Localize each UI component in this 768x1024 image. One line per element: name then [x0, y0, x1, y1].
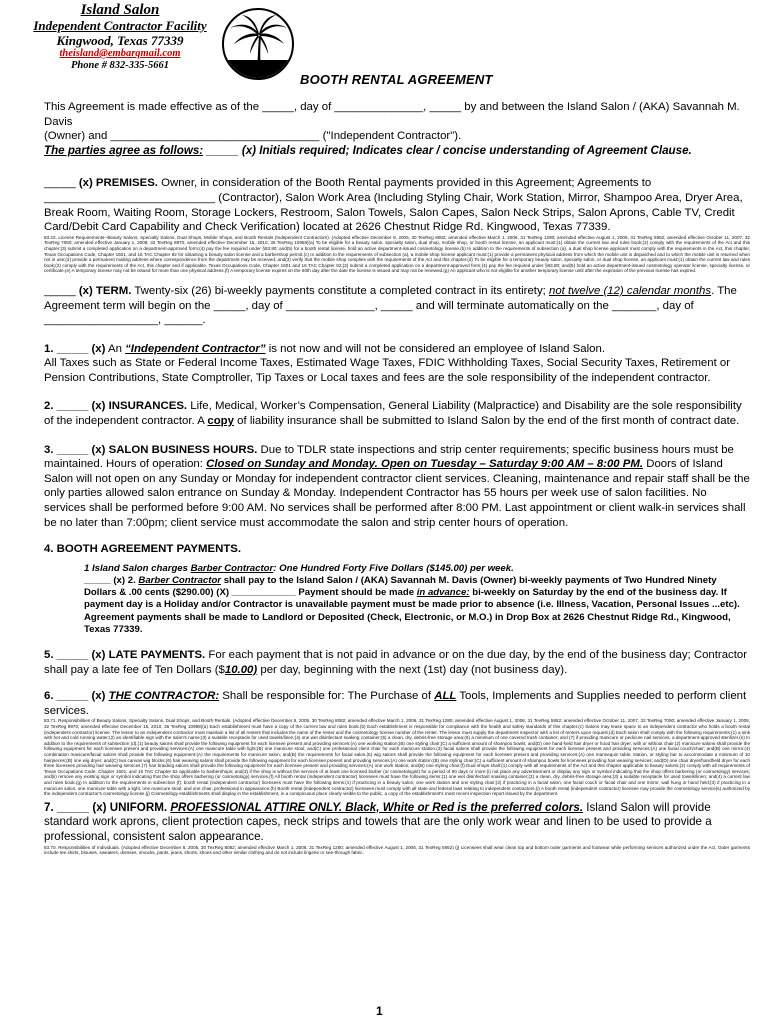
- clause-5-number[interactable]: 5. _____: [44, 649, 92, 662]
- premises-initial-blank[interactable]: _____: [44, 177, 79, 190]
- facility-subtitle: Independent Contractor Facility: [33, 18, 207, 33]
- payment-line-1-b: : One Hundred Forty Five Dollars ($145.00) per week.: [273, 562, 514, 574]
- clause-2-emphasis: copy: [207, 415, 234, 428]
- payment-line-2-underline: Barber Contractor: [138, 575, 222, 587]
- clause-2-text-1: Life, Medical, Worker’s Compensation, General Liability (Malpractice) and Disability are the sole responsibility of the independent contractor. A: [44, 400, 742, 428]
- payment-line-2-b: shall pay to the Island Salon / (AKA) Savannah M. Davis (Owner) bi-weekly payments of Two Hundred Ninety Dollars & .00 cents ($290.00) (X) ____________ Payment should be made: [84, 575, 717, 599]
- agree-initial-blank[interactable]: _____: [203, 143, 242, 157]
- insurances-clause: [44, 399, 750, 428]
- clause-5-text-1: For each payment that is not paid in advance or on the due day, by the end of the business day; Contractor shall pay a late fee of Ten Dollars ($: [44, 649, 748, 676]
- agree-rest: (x) Initials required; Indicates clear / concise understanding of Agreement Clause.: [241, 143, 692, 157]
- clause-7-text: Island Salon will provide standard work aprons, client protection capes, neck strips and towels that are the only work wear and linen to be used to provide a professional, consistent salon appearance.: [44, 800, 712, 843]
- clause-1-taxes: All Taxes such as State or Federal Income Taxes, Estimated Wage Taxes, FDIC Withholding Taxes, Social Security Taxes, Retirement or Pension Contributions, State Comptroller, Tip Taxes or Local taxes and fees are the sole responsibility of the independent contractor.: [44, 357, 731, 384]
- clause-4-heading: 4. BOOTH AGREEMENT PAYMENTS.: [44, 543, 242, 556]
- uniform-clause: [44, 801, 750, 845]
- term-heading: (x) TERM.: [78, 284, 132, 297]
- clause-6-text-2: Tools, Implements and Supplies needed to perform client services.: [44, 690, 747, 717]
- premises-clause: [44, 176, 750, 234]
- payment-line-1-a: 1 Island Salon charges: [84, 562, 191, 574]
- clause-6-text-1: Shall be responsible for: The Purchase of: [219, 690, 435, 703]
- clause-3-heading: (x) SALON BUSINESS HOURS.: [91, 443, 258, 456]
- agree-lead: The parties agree as follows:: [44, 143, 204, 157]
- clause-2-text-2: of liability insurance shall be submitted to Island Salon by the end of the first month of contract date.: [233, 415, 740, 428]
- agreement-title: BOOTH RENTAL AGREEMENT: [300, 72, 493, 87]
- agreement-body: [44, 100, 750, 856]
- clause-1-text-2: is not now and will not be considered an employee of Island Salon.: [265, 342, 605, 355]
- salon-name: Island Salon: [80, 2, 160, 18]
- clause-6-number[interactable]: 6. _____: [44, 690, 92, 703]
- page-number: 1: [376, 1004, 383, 1018]
- clause-5-heading: (x) LATE PAYMENTS.: [91, 649, 206, 662]
- responsible-clause: [44, 689, 750, 718]
- uniform-fine-print: 83.70. Responsibilities of Individuals. (Adopted effective December 8, 2005, 30 TexReg 8082; amended effective March 1, 2006, 31 TexReg 1280; amended effective August 1, 2006, 31 TexReg 5952) (j) Licensees shall wear clean top and bottom outer garments and footwear while performing services authorized under the Act. Outer garments include tee shirts, blouses, sweaters, dresses, smocks, pants, jeans, shorts, shoes and other similar clothing and do not include lingerie or see-through fabric.: [44, 844, 750, 856]
- salon-email-link[interactable]: theisland@embarqmail.com: [59, 48, 181, 59]
- responsible-fine-print: 83.71. Responsibilities of Beauty Salons, Specialty Salons, Dual Shops, and Booth Rentals. (Adopted effective December 8, 2005, 30 TexReg 8082; amended effective March 1, 2006, 31 TexReg 1280; amended effective August 1, 2006, 31 TexReg 5952; amended effective October 11, 2007, 32 TexReg 7050; amended effective January 1, 2008, 32 TexReg 9970; amended effective December 15, 2010, 35 TexReg 10958)(a) Each establishment must have a copy of the current law and rules book.(b) Each establishment is responsible for compliance with the health and safety standards of this chapter.(c) Salons may lease space to an independent contractor who holds a booth rental (independent contractor) license. The lessor to an independent contractor must maintain a list of all renters that includes the name of the renter and the cosmetology license number of the renter. The lessor must supply the department inspector with a list of renters upon request.(d) Each salon shall comply with the following requirements:(1) a sink with hot and cold running water;(2) an identifiable sign with the salon's name;(3) a suitable receptacle for used towels/linen;(4) one wet disinfectant soaking container;(5) a clean, dry, debris-free storage area;(6) a minimum of one covered trash container; and (7) if providing manicure or pedicure nail services, a department-approved sterilizer.(e) In addition to the requirements of subsection (d),(1) beauty salons shall provide the following equipment for each licensee present and providing services:(A) one working station;(B) one styling chair;(C) a sufficient amount of shampoo bowls; and(D) one hand-held hair dryer or hood hair dryer, with or without chair.(2) manicure salons shall provide the following equipment for each licensee present and providing services:(A) one manicure table with light;(B) one manicure stool; and(C) one professional client chair for each manicure station.(3) facial salons shall provide the following equipment for each licensee present and providing services:(A) one facial couch/chair; and(B) one mirror.(4) combination manicure/facial salons shall provide the following equipment:(A) the requirements for manicure salon; and(B) the requirements for facial salon.(5) wig salons shall provide the following equipment for each licensee present and providing services:(A) one mannequin table, station, or styling bar to accommodate a minimum of 10 hairpieces;(B) one wig dryer; and(C) two canvas wig blocks.(6) hair weaving salons shall provide the following equipment for each licensee present and providing services:(A) one work station;(B) one styling chair;(C) a sufficient amount of shampoo bowls for licensees providing hair weaving services; and(D) one chair dryer/handheld dryer for each three licensees providing hair weaving services.(7) hair braiding salons shall provide the following equipment for each licensee present and providing services:(A) one work station; and(B) one styling chair.(f) Dual shops shall:(1) comply with all requirements of the Act and this chapter applicable to beauty salons;(2) comply with all requirements of Texas Occupations Code, Chapter 1601, and 16 TAC Chapter 82 applicable to barbershops; and(3) if the shop is without the services of at least one licensed barber (or cosmetologist) for a period of 90 days or more:(i) not place any advertisement or display any sign or symbol indicating that the shop offers barbering (or cosmetology) services; and(ii) remove any existing sign or symbol indicating that the shop offers barbering (or cosmetology) services.(f) All booth rental (independent contractor) licensees must have the following items:(1) one wet disinfectant soaking container;(2) a clean, dry, debris-free storage area;(3) a suitable receptacle for used towels/linen; and(4) a current law and rules book.(g) In addition to the requirements in subsection (f), booth rental (independent contractor) licensees must have the following items:(1) if practicing in a beauty salon, one work station and one styling chair;(2) if practicing in a facial salon, one facial couch or facial chair and one mirror, wall hung or hand held;(3) if practicing in a manicure salon, one manicure table with a light, one manicure stool, and one chair, professional in appearance.(h) Booth rental (independent contractor) licensees must comply with all state and federal laws relating to independent contractors.(i) A booth rental (independent contractor) licensee may provide the cosmetology service(s) authorized by the independent contractor's cosmetology license.(j) Cosmetology establishments shall display in the establishment, in a conspicuous place clearly visible to the public, a copy of the establishment's most recent inspection report issued by the department.: [44, 718, 750, 797]
- premises-heading: (x) PREMISES.: [78, 177, 158, 190]
- clause-1-text-1: An: [105, 342, 126, 355]
- clause-5-emphasis: 10.00): [224, 663, 258, 676]
- clause-1-heading: (x): [91, 342, 106, 355]
- intro-line-1: This Agreement is made effective as of the _____, day of ______________, _____ by and between the Island Salon / (AKA) Savannah M. Davis: [44, 101, 740, 128]
- clause-3-text-1: Due to TDLR state inspections and strip center requirements; specific business hours must be maintained. Hours of operation:: [44, 443, 734, 471]
- clause-5-text-2: per day, beginning with the next (1st) day (not business day).: [257, 663, 568, 676]
- clause-3-emphasis: Closed on Sunday and Monday. Open on Tuesday – Saturday 9:00 AM – 8:00 PM.: [206, 458, 644, 471]
- intro-line-2: (Owner) and _________________________________ ("Independent Contractor").: [44, 130, 462, 143]
- contractor-clause: [44, 342, 750, 357]
- term-text-1: Twenty-six (26) bi-weekly payments constitute a completed contract in its entirety;: [131, 284, 549, 297]
- clause-2-number[interactable]: 2. _____: [44, 400, 92, 413]
- premises-text: Owner, in consideration of the Booth Rental payments provided in this Agreement; Agreements to ___________________________ (Contractor), Salon Work Area (Including Styling Chair, Work Station, Mirror, Shampoo Area, Dryer Area, Break Room, Waiting Room, Storage Lockers, Restroom, Salon Towels, Salon Capes, Salon Neck Strips, Salon Aprons, Cable TV, Credit Card/Debit Card Capability and Check Verification) located at 2626 Chestnut Ridge Rd. Kingwood, Texas 77339.: [44, 177, 743, 234]
- letterhead: [20, 2, 220, 72]
- clause-1-number[interactable]: 1. _____: [44, 342, 92, 355]
- payment-line-1: [44, 563, 750, 575]
- term-initial-blank[interactable]: _____: [44, 284, 79, 297]
- salon-city: Kingwood, Texas 77339: [56, 33, 184, 48]
- payment-line-2-c: bi-weekly on Saturday by the end of the business day. If payment day is a Holiday and/or Contractor is unavailable payment must be made prior to absence (i.e. Illness, Vacation, Personal Issues ...etc).: [84, 587, 740, 611]
- clause-2-heading: (x) INSURANCES.: [91, 400, 188, 413]
- term-emphasis: not twelve (12) calendar months: [549, 284, 712, 297]
- clause-3-number[interactable]: 3. _____: [44, 443, 92, 456]
- clause-6-emphasis-2: ALL: [434, 690, 457, 703]
- clause-1-emphasis: “Independent Contractor”: [125, 342, 266, 355]
- payment-line-2: [44, 575, 750, 612]
- agree-statement: [44, 144, 750, 159]
- payment-line-3: Agreement payments shall be made to Landlord or Deposited (Check, Electronic, or M.O.) in Drop Box at 2626 Chestnut Ridge Rd., Kingwood, Texas 77339.: [84, 611, 731, 635]
- payment-line-2-underline-2: in advance:: [416, 587, 470, 599]
- late-clause: [44, 648, 750, 677]
- clause-3-text-2: Doors of Island Salon will not open on any Sunday or Monday for independent contractor client services. Cleaning, maintenance and repair staff shall be the only parties allowed salon entrance on Sunday & Monday. Independent Contractor has 55 hours per week use of salon facilities. No services shall be performed before 9:00 AM. No services shall be performed after 8:00 PM. Last appointment or client walk-in services shall be no later than 7:00pm; client service must accommodate the salon and strip center hours of operation.: [44, 458, 750, 529]
- clause-7-heading: (x) UNIFORM.: [92, 800, 168, 814]
- clause-6-heading: (x): [91, 690, 109, 703]
- clause-6-emphasis: THE CONTRACTOR:: [108, 690, 220, 703]
- hours-clause: [44, 443, 750, 531]
- clause-7-emphasis: PROFESSIONAL ATTIRE ONLY. Black, White or Red is the preferred colors.: [170, 800, 584, 814]
- salon-phone: Phone # 832-335-5661: [71, 60, 169, 71]
- clause-7-number[interactable]: 7. _____: [44, 800, 93, 814]
- premises-fine-print: 83.22. License Requirements--Beauty Salons, Specialty Salons, Dual Shops, Mobile Shops, and Booth Rentals (Independent Contractors). (Adopted effective December 8, 2005, 30 TexReg 8082; amended effective March 1, 2006, 31 TexReg 1280; amended effective August 1, 2006, 31 TexReg 5952; amended effective October 11, 2007, 32 TexReg 7050; amended effective January 1, 2008, 32 TexReg 9970; amended effective December 15, 2010, 35 TexReg 10958)(a) To be eligible for a beauty salon, specialty salon, dual shop, mobile shop, or booth rental license, an applicant must:(1) obtain the current law and rules book;(2) comply with the requirements of the Act and this chapter;(3) submit a completed application on a department-approved form;(4) pay the fee required under §83.80; and(5) for a booth rental license, hold an active department-issued cosmetology license.(b) In addition to the requirements of subsection (a), a dual shop license applicant must comply with the requirements in the Act, this chapter, Texas Occupations Code, Chapter 1601, and 16 TAC Chapter 82 for obtaining a beauty salon license and a barbershop permit.(c) In addition to the requirements of subsection (a), a mobile shop license applicant must:(1) provide a permanent physical address from which the mobile unit is dispatched and to which the mobile unit is returned when not in use;(2) provide a permanent mailing address where correspondence from the department may be received; and(3) verify that the mobile shop complies with the requirements of the Act and this chapter.(d) To be eligible for a temporary beauty salon, specialty salon, or dual shop license, an applicant must:(1) obtain the current law and rules book;(2) comply with the requirements of the Act, this chapter and if applicable, Texas Occupations Code, Chapter 1601 and 16 TAC Chapter 82;(3) submit a completed application on a department-approved form;(4) pay the fee required under §83.80; and(5) hold an active department-issued cosmetology operator license, specialty license, or certificate.(e) A temporary license may not be issued for more than one physical address.(f) A temporary license expires on the 60th day after the date the license is issued and may not be renewed.(g) An applicant who is not eligible for another temporary license until after the expiration of the previous license has expired.: [44, 234, 750, 274]
- palm-tree-icon: [222, 8, 294, 80]
- payment-line-2-a[interactable]: _____ (x) 2.: [84, 575, 139, 587]
- term-clause: [44, 284, 750, 328]
- term-text-2: . The Agreement term will begin on the _____, day of ______________, _____ and will terminate automatically on the _______, day of __________________, ______.: [44, 284, 737, 327]
- payment-line-1-underline: Barber Contractor: [190, 562, 274, 574]
